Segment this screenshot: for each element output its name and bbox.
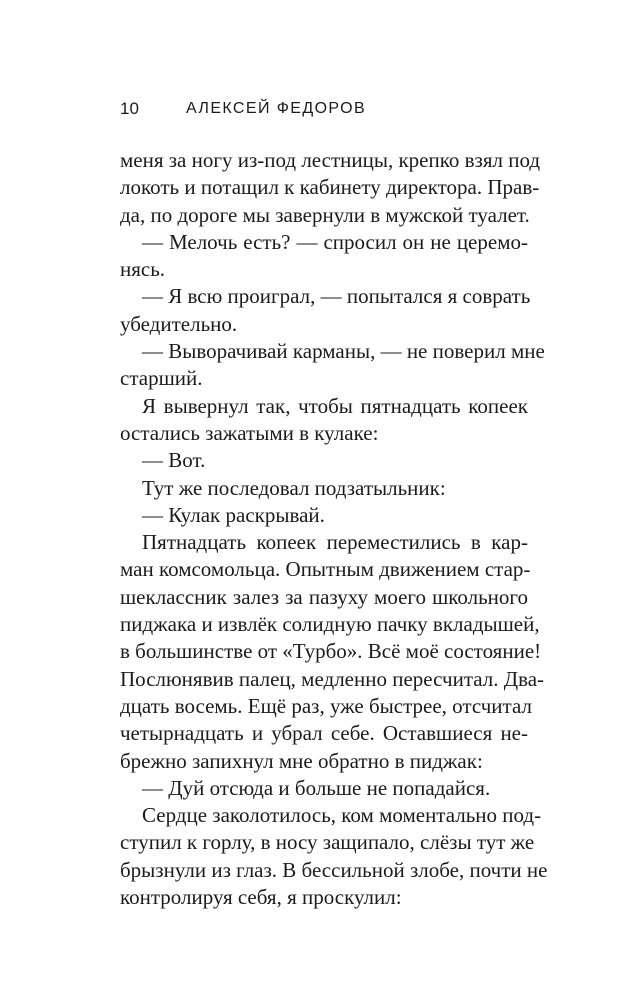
text-line: локоть и потащил к кабинету директора. Прав- bbox=[120, 175, 540, 200]
text-line: ступил к горлу, в носу защипало, слёзы тут же bbox=[120, 830, 535, 855]
text-line: ман комсомольца. Опытным движением стар- bbox=[120, 557, 531, 582]
body-text bbox=[120, 147, 548, 911]
text-line: старший. bbox=[120, 366, 203, 391]
text-line: дцать восемь. Ещё раз, уже быстрее, отсчитал bbox=[120, 693, 532, 718]
text-line: Сердце заколотилось, ком моментально под- bbox=[142, 803, 542, 828]
text-line: остались зажатыми в кулаке: bbox=[120, 420, 379, 445]
text-line: нясь. bbox=[120, 257, 166, 282]
text-line: убедительно. bbox=[120, 311, 238, 336]
text-line: — Я всю проиграл, — попытался я соврать bbox=[142, 284, 531, 309]
text-line: — Дуй отсюда и больше не попадайся. bbox=[142, 775, 491, 800]
text-line: меня за ногу из-под лестницы, крепко взял под bbox=[120, 148, 541, 172]
text-line: Я вывернул так, чтобы пятнадцать копеек bbox=[142, 393, 528, 418]
text-line: в большинстве от «Турбо». Всё моё состояние! bbox=[120, 639, 542, 664]
text-line: Пятнадцать копеек переместились в кар- bbox=[142, 530, 528, 555]
text-line: шеклассник залез за пазуху моего школьного bbox=[120, 584, 528, 609]
text-line: Тут же последовал подзатыльник: bbox=[142, 475, 446, 500]
text-line: — Выворачивай карманы, — не поверил мне bbox=[142, 339, 545, 364]
text-line: четырнадцать и убрал себе. Оставшиеся не- bbox=[120, 721, 528, 746]
author-running-head: АЛЕКСЕЙ ФЕДОРОВ bbox=[186, 100, 367, 117]
text-line: — Кулак раскрывай. bbox=[142, 502, 325, 527]
text-line: — Мелочь есть? — спросил он не церемо- bbox=[142, 229, 528, 254]
text-line: да, по дороге мы завернули в мужской туалет. bbox=[120, 202, 530, 227]
running-header bbox=[120, 96, 366, 122]
text-line: брежно запихнул мне обратно в пиджак: bbox=[120, 748, 483, 773]
page-number: 10 bbox=[120, 99, 139, 118]
text-line: пиджака и извлёк солидную пачку вкладышей, bbox=[120, 612, 540, 637]
text-line: контролируя себя, я проскулил: bbox=[120, 885, 402, 910]
text-line: Послюнявив палец, медленно пересчитал. Два- bbox=[120, 666, 545, 691]
text-line: брызнули из глаз. В бессильной злобе, почти не bbox=[120, 857, 548, 882]
text-line: — Вот. bbox=[142, 448, 206, 473]
